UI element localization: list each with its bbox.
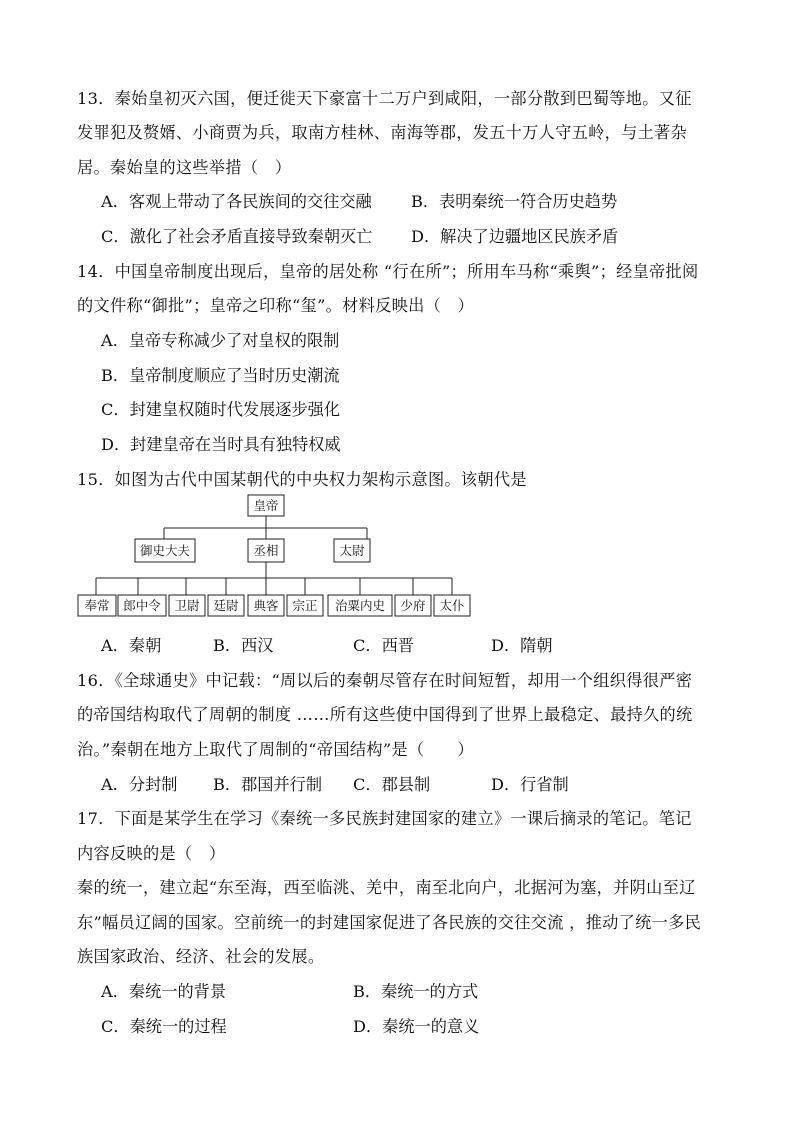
q13-stem-line-3: 居。秦始皇的这些举措（ ）	[77, 158, 292, 177]
q17-option-d: D．秦统一的意义	[353, 1017, 480, 1036]
svg-text:典客: 典客	[253, 598, 279, 613]
q16-stem-line-3: 治。”秦朝在地方上取代了周制的“帝国结构”是（ ）	[77, 740, 474, 759]
q14-option-c: C．封建皇权随时代发展逐步强化	[101, 400, 341, 419]
q15-option-a: A．秦朝	[101, 636, 162, 655]
q17-stem-line-2: 内容反映的是（ ）	[77, 844, 226, 863]
q13-option-c: C．激化了社会矛盾直接导致秦朝灭亡	[101, 227, 373, 246]
q13-stem-line-2: 发罪犯及赘婿、小商贾为兵，取南方桂林、南海等郡，发五十万人守五岭，与土著杂	[77, 123, 688, 142]
q14-stem-line-1: 14．中国皇帝制度出现后，皇帝的居处称 “行在所”；所用车马称“乘舆”；经皇帝批阅	[77, 262, 699, 281]
diagram-node-zhisuneishi	[328, 595, 392, 616]
q16-stem-line-2: 的帝国结构取代了周朝的制度 ……所有这些使中国得到了世界上最稳定、最持久的统	[77, 705, 693, 724]
q15-option-c: C．西晋	[353, 636, 414, 655]
q13-option-d: D．解决了边疆地区民族矛盾	[411, 227, 619, 246]
q17-stem-line-1: 17．下面是某学生在学习《秦统一多民族封建国家的建立》一课后摘录的笔记。笔记	[77, 809, 692, 828]
q17-option-c: C．秦统一的过程	[101, 1017, 227, 1036]
diagram-node-censor	[135, 539, 195, 562]
svg-text:丞相: 丞相	[253, 543, 279, 558]
q17-option-a: A．秦统一的背景	[101, 982, 227, 1001]
q14-option-b: B．皇帝制度顺应了当时历史潮流	[101, 366, 340, 385]
diagram-node-zongzheng	[287, 595, 323, 616]
q13-option-a: A．客观上带动了各民族间的交往交融	[101, 192, 372, 211]
svg-text:太尉: 太尉	[339, 543, 365, 558]
svg-text:奉常: 奉常	[84, 598, 110, 613]
q17-quote-line-2: 东”幅员辽阔的国家。空前统一的封建国家促进了各民族的交往交流 ，推动了统一多民	[77, 913, 702, 932]
svg-text:治粟内史: 治粟内史	[334, 598, 386, 613]
q17-quote-line-3: 族国家政治、经济、社会的发展。	[77, 947, 325, 966]
diagram-node-tingwei	[208, 595, 244, 616]
q13-option-b: B．表明秦统一符合历史趋势	[411, 192, 618, 211]
q13-stem-line-1: 13．秦始皇初灭六国，便迁徙天下豪富十二万户到咸阳，一部分散到巴蜀等地。又征	[77, 89, 692, 108]
diagram-node-grand-commandant	[334, 539, 370, 562]
q17-option-b: B．秦统一的方式	[353, 982, 479, 1001]
svg-text:宗正: 宗正	[292, 598, 318, 613]
q16-option-a: A．分封制	[101, 775, 178, 794]
svg-text:太仆: 太仆	[439, 598, 465, 613]
q15-stem-line-1: 15．如图为古代中国某朝代的中央权力架构示意图。该朝代是	[77, 470, 527, 489]
q16-stem-line-1: 16．《全球通史》中记载：“周以后的秦朝尽管存在时间短暂，却用一个组织得很严密	[77, 671, 693, 690]
diagram-node-chancellor	[248, 539, 284, 562]
diagram-node-shaofu	[395, 595, 431, 616]
svg-text:廷尉: 廷尉	[213, 598, 239, 613]
diagram-node-fengchang	[78, 595, 116, 616]
svg-text:御史大夫: 御史大夫	[139, 543, 191, 558]
q14-stem-line-2: 的文件称“御批”；皇帝之印称“玺”。材料反映出（ ）	[77, 296, 475, 315]
diagram-node-dianke	[248, 595, 284, 616]
svg-text:卫尉: 卫尉	[174, 598, 200, 613]
svg-text:少府: 少府	[400, 598, 426, 613]
svg-text:皇帝: 皇帝	[253, 498, 279, 513]
q16-option-d: D．行省制	[491, 775, 569, 794]
diagram-node-taipu	[434, 595, 470, 616]
q16-option-b: B．郡国并行制	[213, 775, 323, 794]
q16-option-c: C．郡县制	[353, 775, 431, 794]
q15-option-b: B．西汉	[213, 636, 274, 655]
diagram-node-langzhongling	[118, 595, 166, 616]
diagram-node-weiwei	[169, 595, 205, 616]
q17-quote-line-1: 秦的统一，建立起“东至海，西至临洮、羌中，南至北向户，北据河为塞，并阴山至辽	[77, 878, 696, 897]
svg-text:郎中令: 郎中令	[123, 598, 161, 613]
q15-option-d: D．隋朝	[491, 636, 553, 655]
q14-option-d: D．封建皇帝在当时具有独特权威	[101, 435, 341, 454]
diagram-node-emperor	[248, 495, 284, 516]
q14-option-a: A．皇帝专称减少了对皇权的限制	[101, 331, 340, 350]
central-power-diagram	[76, 492, 476, 620]
